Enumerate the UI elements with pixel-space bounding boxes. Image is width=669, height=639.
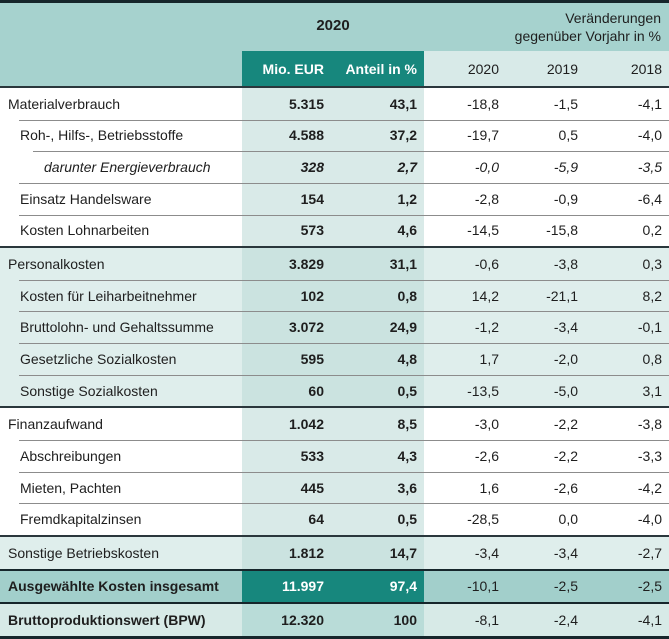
row-label: Sonstige Betriebskosten xyxy=(8,544,159,561)
anteil-cell: 14,7 xyxy=(334,537,424,569)
change-2020-cell: -2,6 xyxy=(474,447,499,464)
table-row xyxy=(0,569,669,603)
mio-eur-cell: 102 xyxy=(242,280,334,312)
mio-eur-cell: 1.812 xyxy=(242,537,334,569)
change-2020-cell: 1,6 xyxy=(479,479,499,496)
change-2019-cell: 0,5 xyxy=(558,127,578,144)
mio-eur-cell: 328 xyxy=(242,151,334,183)
table-row xyxy=(0,472,669,504)
table-row xyxy=(0,120,669,152)
change-2020-cell: -19,7 xyxy=(467,127,499,144)
table-row xyxy=(0,503,669,535)
change-2019-cell: -1,5 xyxy=(553,95,578,112)
anteil-cell: 4,8 xyxy=(334,343,424,375)
mio-eur-cell: 154 xyxy=(242,183,334,215)
change-2019-cell: -5,0 xyxy=(553,382,578,399)
change-2019-cell: -3,4 xyxy=(553,544,578,561)
row-label: Sonstige Sozialkosten xyxy=(20,382,158,399)
changes-heading-line2: gegenüber Vorjahr in % xyxy=(514,28,661,44)
column-header-2019: 2019 xyxy=(507,51,586,86)
change-2018-cell: -4,1 xyxy=(637,95,662,112)
change-2020-cell: 14,2 xyxy=(471,287,499,304)
column-header-2020: 2020 xyxy=(424,51,507,86)
anteil-cell: 3,6 xyxy=(334,472,424,504)
row-label: darunter Energieverbrauch xyxy=(44,159,211,176)
column-header-anteil: Anteil in % xyxy=(334,51,424,86)
mio-eur-cell: 3.829 xyxy=(242,248,334,280)
mio-eur-cell: 445 xyxy=(242,472,334,504)
anteil-cell: 24,9 xyxy=(334,311,424,343)
table-row xyxy=(0,215,669,247)
row-label: Roh-, Hilfs-, Betriebsstoffe xyxy=(20,127,184,144)
change-2019-cell: -5,9 xyxy=(553,159,578,176)
anteil-cell: 43,1 xyxy=(334,88,424,120)
change-2018-cell: 8,2 xyxy=(642,287,662,304)
column-header-2018: 2018 xyxy=(586,51,669,86)
table-row xyxy=(0,375,669,407)
table-row xyxy=(0,280,669,312)
row-label: Gesetzliche Sozialkosten xyxy=(20,350,177,367)
change-2018-cell: -2,5 xyxy=(637,578,662,595)
anteil-cell: 0,5 xyxy=(334,375,424,407)
change-2018-cell: -3,5 xyxy=(637,159,662,176)
mio-eur-cell: 64 xyxy=(242,503,334,535)
row-label: Fremdkapitalzinsen xyxy=(20,511,142,528)
table-row xyxy=(0,311,669,343)
change-2020-cell: -8,1 xyxy=(474,612,499,629)
mio-eur-cell: 60 xyxy=(242,375,334,407)
change-2019-cell: -3,4 xyxy=(553,319,578,336)
change-2019-cell: -2,5 xyxy=(553,578,578,595)
change-2019-cell: -2,2 xyxy=(553,447,578,464)
anteil-cell: 8,5 xyxy=(334,408,424,440)
change-2018-cell: 0,8 xyxy=(642,350,662,367)
row-label: Kosten Lohnarbeiten xyxy=(20,222,150,239)
change-2018-cell: -4,0 xyxy=(637,511,662,528)
change-2018-cell: -4,1 xyxy=(637,612,662,629)
change-2019-cell: -2,2 xyxy=(553,416,578,433)
change-2018-cell: -4,2 xyxy=(637,479,662,496)
change-2018-cell: -0,1 xyxy=(637,319,662,336)
mio-eur-cell: 11.997 xyxy=(242,571,334,603)
mio-eur-cell: 1.042 xyxy=(242,408,334,440)
mio-eur-cell: 5.315 xyxy=(242,88,334,120)
anteil-cell: 4,6 xyxy=(334,215,424,247)
mio-eur-cell: 595 xyxy=(242,343,334,375)
change-2018-cell: 0,2 xyxy=(642,222,662,239)
change-2020-cell: -0,6 xyxy=(474,256,499,273)
change-2019-cell: -0,9 xyxy=(553,190,578,207)
mio-eur-cell: 573 xyxy=(242,215,334,247)
table-row xyxy=(0,535,669,569)
table-row xyxy=(0,151,669,183)
mio-eur-cell: 533 xyxy=(242,440,334,472)
mio-eur-cell: 4.588 xyxy=(242,120,334,152)
anteil-cell: 31,1 xyxy=(334,248,424,280)
mio-eur-cell: 12.320 xyxy=(242,604,334,636)
change-2020-cell: -10,1 xyxy=(467,578,499,595)
row-label: Bruttoproduktionswert (BPW) xyxy=(8,612,206,629)
change-2018-cell: -4,0 xyxy=(637,127,662,144)
column-header-row xyxy=(0,51,669,86)
column-header-spacer xyxy=(0,51,242,86)
change-2020-cell: -3,0 xyxy=(474,416,499,433)
change-2020-cell: -28,5 xyxy=(467,511,499,528)
table-row xyxy=(0,343,669,375)
change-2018-cell: -6,4 xyxy=(637,190,662,207)
row-label: Materialverbrauch xyxy=(8,95,121,112)
changes-heading xyxy=(515,9,661,45)
anteil-cell: 1,2 xyxy=(334,183,424,215)
table-body xyxy=(0,88,669,636)
table-row xyxy=(0,440,669,472)
anteil-cell: 97,4 xyxy=(334,571,424,603)
row-label: Personalkosten xyxy=(8,256,105,273)
change-2019-cell: -2,0 xyxy=(553,350,578,367)
anteil-cell: 100 xyxy=(334,604,424,636)
change-2020-cell: 1,7 xyxy=(479,350,499,367)
change-2020-cell: -14,5 xyxy=(467,222,499,239)
change-2018-cell: -2,7 xyxy=(637,544,662,561)
mio-eur-cell: 3.072 xyxy=(242,311,334,343)
change-2019-cell: -3,8 xyxy=(553,256,578,273)
change-2019-cell: 0,0 xyxy=(558,511,578,528)
anteil-cell: 4,3 xyxy=(334,440,424,472)
change-2020-cell: -3,4 xyxy=(474,544,499,561)
row-label: Kosten für Leiharbeitnehmer xyxy=(20,287,197,304)
change-2018-cell: 0,3 xyxy=(642,256,662,273)
change-2020-cell: -13,5 xyxy=(467,382,499,399)
change-2019-cell: -21,1 xyxy=(546,287,578,304)
year-group-heading: 2020 xyxy=(316,17,350,34)
row-label: Einsatz Handelsware xyxy=(20,190,152,207)
row-label: Bruttolohn- und Gehaltssumme xyxy=(20,319,214,336)
row-label: Ausgewählte Kosten insgesamt xyxy=(8,578,219,595)
anteil-cell: 0,8 xyxy=(334,280,424,312)
change-2020-cell: -18,8 xyxy=(467,95,499,112)
anteil-cell: 0,5 xyxy=(334,503,424,535)
change-2020-cell: -2,8 xyxy=(474,190,499,207)
change-2020-cell: -1,2 xyxy=(474,319,499,336)
change-2019-cell: -15,8 xyxy=(546,222,578,239)
table-row xyxy=(0,406,669,440)
change-2018-cell: -3,3 xyxy=(637,447,662,464)
table-row xyxy=(0,183,669,215)
header-top-row xyxy=(0,3,669,51)
change-2019-cell: -2,4 xyxy=(553,612,578,629)
row-label: Finanzaufwand xyxy=(8,416,103,433)
table-row xyxy=(0,246,669,280)
change-2020-cell: -0,0 xyxy=(474,159,499,176)
change-2019-cell: -2,6 xyxy=(553,479,578,496)
row-label: Mieten, Pachten xyxy=(20,479,122,496)
row-label: Abschreibungen xyxy=(20,447,122,464)
anteil-cell: 2,7 xyxy=(334,151,424,183)
changes-heading-line1: Veränderungen xyxy=(565,10,661,26)
table-row xyxy=(0,602,669,636)
anteil-cell: 37,2 xyxy=(334,120,424,152)
table-header xyxy=(0,3,669,88)
change-2018-cell: -3,8 xyxy=(637,416,662,433)
change-2018-cell: 3,1 xyxy=(642,382,662,399)
table-row xyxy=(0,88,669,120)
column-header-mio-eur: Mio. EUR xyxy=(242,51,334,86)
